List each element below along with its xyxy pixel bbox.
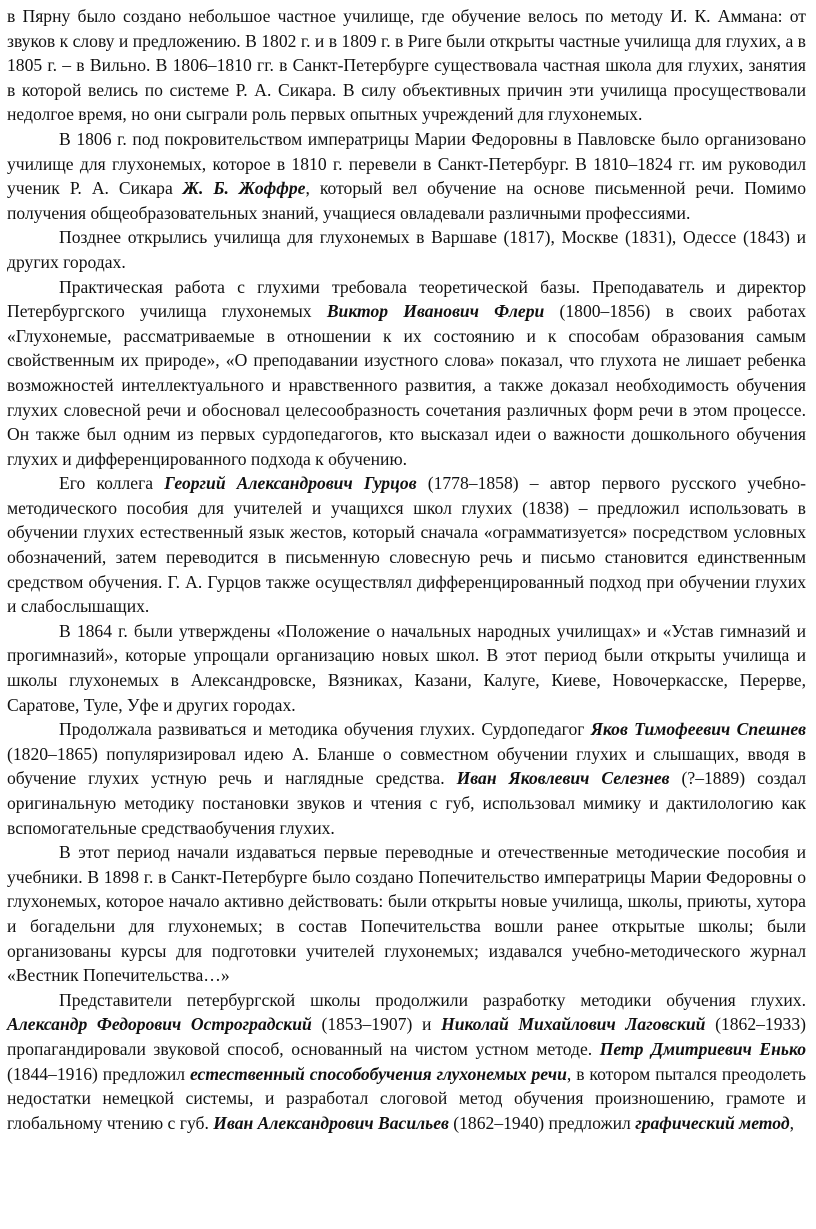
text-run: (1853–1907) и <box>311 1014 442 1035</box>
text-run: (1820–1865) популяризировал идею А. Бланше о совместном обучении глухих и слышащих, вводя в обучение глухих устную речь и наглядные средства. <box>7 743 806 789</box>
paragraph <box>7 275 806 472</box>
text-run: (1862–1933) пропагандировали звуковой способ, основанный на чистом устном методе. <box>7 1014 806 1059</box>
emphasis-run <box>190 1064 567 1084</box>
paragraph <box>7 4 806 127</box>
paragraph <box>7 471 806 619</box>
text-run: В 1864 г. были утверждены «Положение о начальных народных училищах» и «Устав гимназий и прогимназий», которые упрощали организацию новых школ. В этот период были открыты училища и школы глухонемых в Александровске, Вязниках, Казани, Калуге, Киеве, Новочеркасске, Перерве, Саратове, Туле, Уфе и других городах. <box>7 620 806 715</box>
emphasized-name: Иван Александрович Васильев <box>213 1112 449 1133</box>
text-run: Его коллега <box>59 473 165 494</box>
text-run: (1844–1916) предложил <box>7 1063 190 1084</box>
text-run: (1862–1940) предложил <box>448 1112 636 1133</box>
emphasized-name: Иван Яковлевич Селезнев <box>456 768 670 789</box>
emphasized-name: Николай Михайлович Лаговский <box>441 1014 706 1035</box>
emphasis-run <box>457 768 670 788</box>
emphasized-name: Ж. Б. Жоффре <box>182 178 306 199</box>
paragraph <box>7 717 806 840</box>
paragraph <box>7 619 806 717</box>
emphasis-run <box>183 178 306 198</box>
paragraph <box>7 840 806 988</box>
text-run: (1778–1858) – автор первого русского учебно-методического пособия для учителей и учащихся школ глухих (1838) – предложил использовать в обучении глухих естественный язык жестов, который сначала «ограмматизуется» посредством условных обозначений, затем переводится в письменную словесную речь и письмо становится единственным средством обучения. Г. А. Гурцов также осуществлял дифференцированный подход при обучении глухих и слабослышащих. <box>7 473 807 617</box>
emphasis-run <box>600 1039 806 1059</box>
emphasized-name: Александр Федорович Остроградский <box>7 1014 312 1035</box>
emphasis-run <box>7 1014 312 1034</box>
emphasized-name: Петр Дмитриевич Енько <box>599 1038 806 1059</box>
text-run: , <box>789 1112 794 1133</box>
emphasis-run <box>164 473 416 493</box>
text-run: Позднее открылись училища для глухонемых в Варшаве (1817), Москве (1831), Одессе (1843) и других городах. <box>7 227 806 272</box>
text-run: в Пярну было создано небольшое частное училище, где обучение велось по методу И. К. Аммана: от звуков к слову и предложению. В 1802 г. и в 1809 г. в Риге были открыты частные училища для глухих, а в 1805 г. – в Вильно. В 1806–1810 гг. в Санкт-Петербурге существовала частная школа для глухих, занятия в которой велись по системе Р. А. Сикара. В силу объективных причин эти училища просуществовали недолгое время, но они сыграли роль первых опытных учреждений для глухонемых. <box>7 6 806 125</box>
emphasized-name: Виктор Иванович Флери <box>326 301 545 322</box>
emphasis-run <box>635 1113 789 1133</box>
emphasis-run <box>441 1014 705 1034</box>
text-run: Представители петербургской школы продолжили разработку методики обучения глухих. <box>59 989 806 1010</box>
text-run: (1800–1856) в своих работах «Глухонемые, рассматриваемые в отношении к их состоянию и к способам образования самым свойственным их природе», «О преподавании изустного слова» показал, что глухота не лишает ребенка возможностей интеллектуального и нравственного развития, а также доказал необходимость обучения глухих словесной речи и обосновал целесообразность сочетания различных форм речи в этом процессе. Он также был одним из первых сурдопедагогов, кто высказал идеи о важности дошкольного обучения глухих и дифференцированного подхода к обучению. <box>7 301 806 469</box>
text-run: , который вел обучение на основе письменной речи. Помимо получения общеобразовательных знаний, учащиеся овладевали различными профессиями. <box>7 178 806 223</box>
text-run: Продолжала развиваться и методика обучения глухих. Сурдопедагог <box>59 719 591 740</box>
emphasis-run <box>327 301 544 321</box>
text-run: В этот период начали издаваться первые переводные и отечественные методические пособия и учебники. В 1898 г. в Санкт-Петербурге было создано Попечительство императрицы Марии Федоровны о глухонемых, которое начало активно действовать: были открыты новые училища, школы, приюты, хутора и богадельни для глухонемых; в состав Попечительства вошли ранее открытые школы; были организованы курсы для подготовки учителей глухонемых; издавался учебно-методического журнал «Вестник Попечительства…» <box>7 842 806 986</box>
paragraph <box>7 225 806 274</box>
text-run: , в котором пытался преодолеть недостатки немецкой системы, и разработал слоговой метод обучения произношению, грамоте и глобальному чтению с губ. <box>7 1063 807 1133</box>
paragraph <box>7 127 806 225</box>
paragraph <box>7 988 806 1136</box>
emphasis-run <box>591 719 806 739</box>
text-run: (?–1889) создал оригинальную методику постановки звуков и чтения с губ, использовал мимику и дактилологию как вспомогательные средстваобучения глухих. <box>7 768 807 838</box>
emphasized-name: естественный способобучения глухонемых речи <box>189 1063 567 1084</box>
emphasized-name: Яков Тимофеевич Спешнев <box>590 719 807 740</box>
emphasized-name: графический метод <box>635 1112 790 1133</box>
text-run: В 1806 г. под покровительством императрицы Марии Федоровны в Павловске было организовано училище для глухонемых, которое в 1810 г. перевели в Санкт-Петербург. В 1810–1824 гг. им руководил ученик Р. А. Сикара <box>7 128 806 199</box>
emphasis-run <box>213 1113 449 1133</box>
emphasized-name: Георгий Александрович Гурцов <box>164 473 417 494</box>
text-run: Практическая работа с глухими требовала теоретической базы. Преподаватель и директор Петербургского училища глухонемых <box>7 276 806 322</box>
document-body <box>7 4 806 1135</box>
